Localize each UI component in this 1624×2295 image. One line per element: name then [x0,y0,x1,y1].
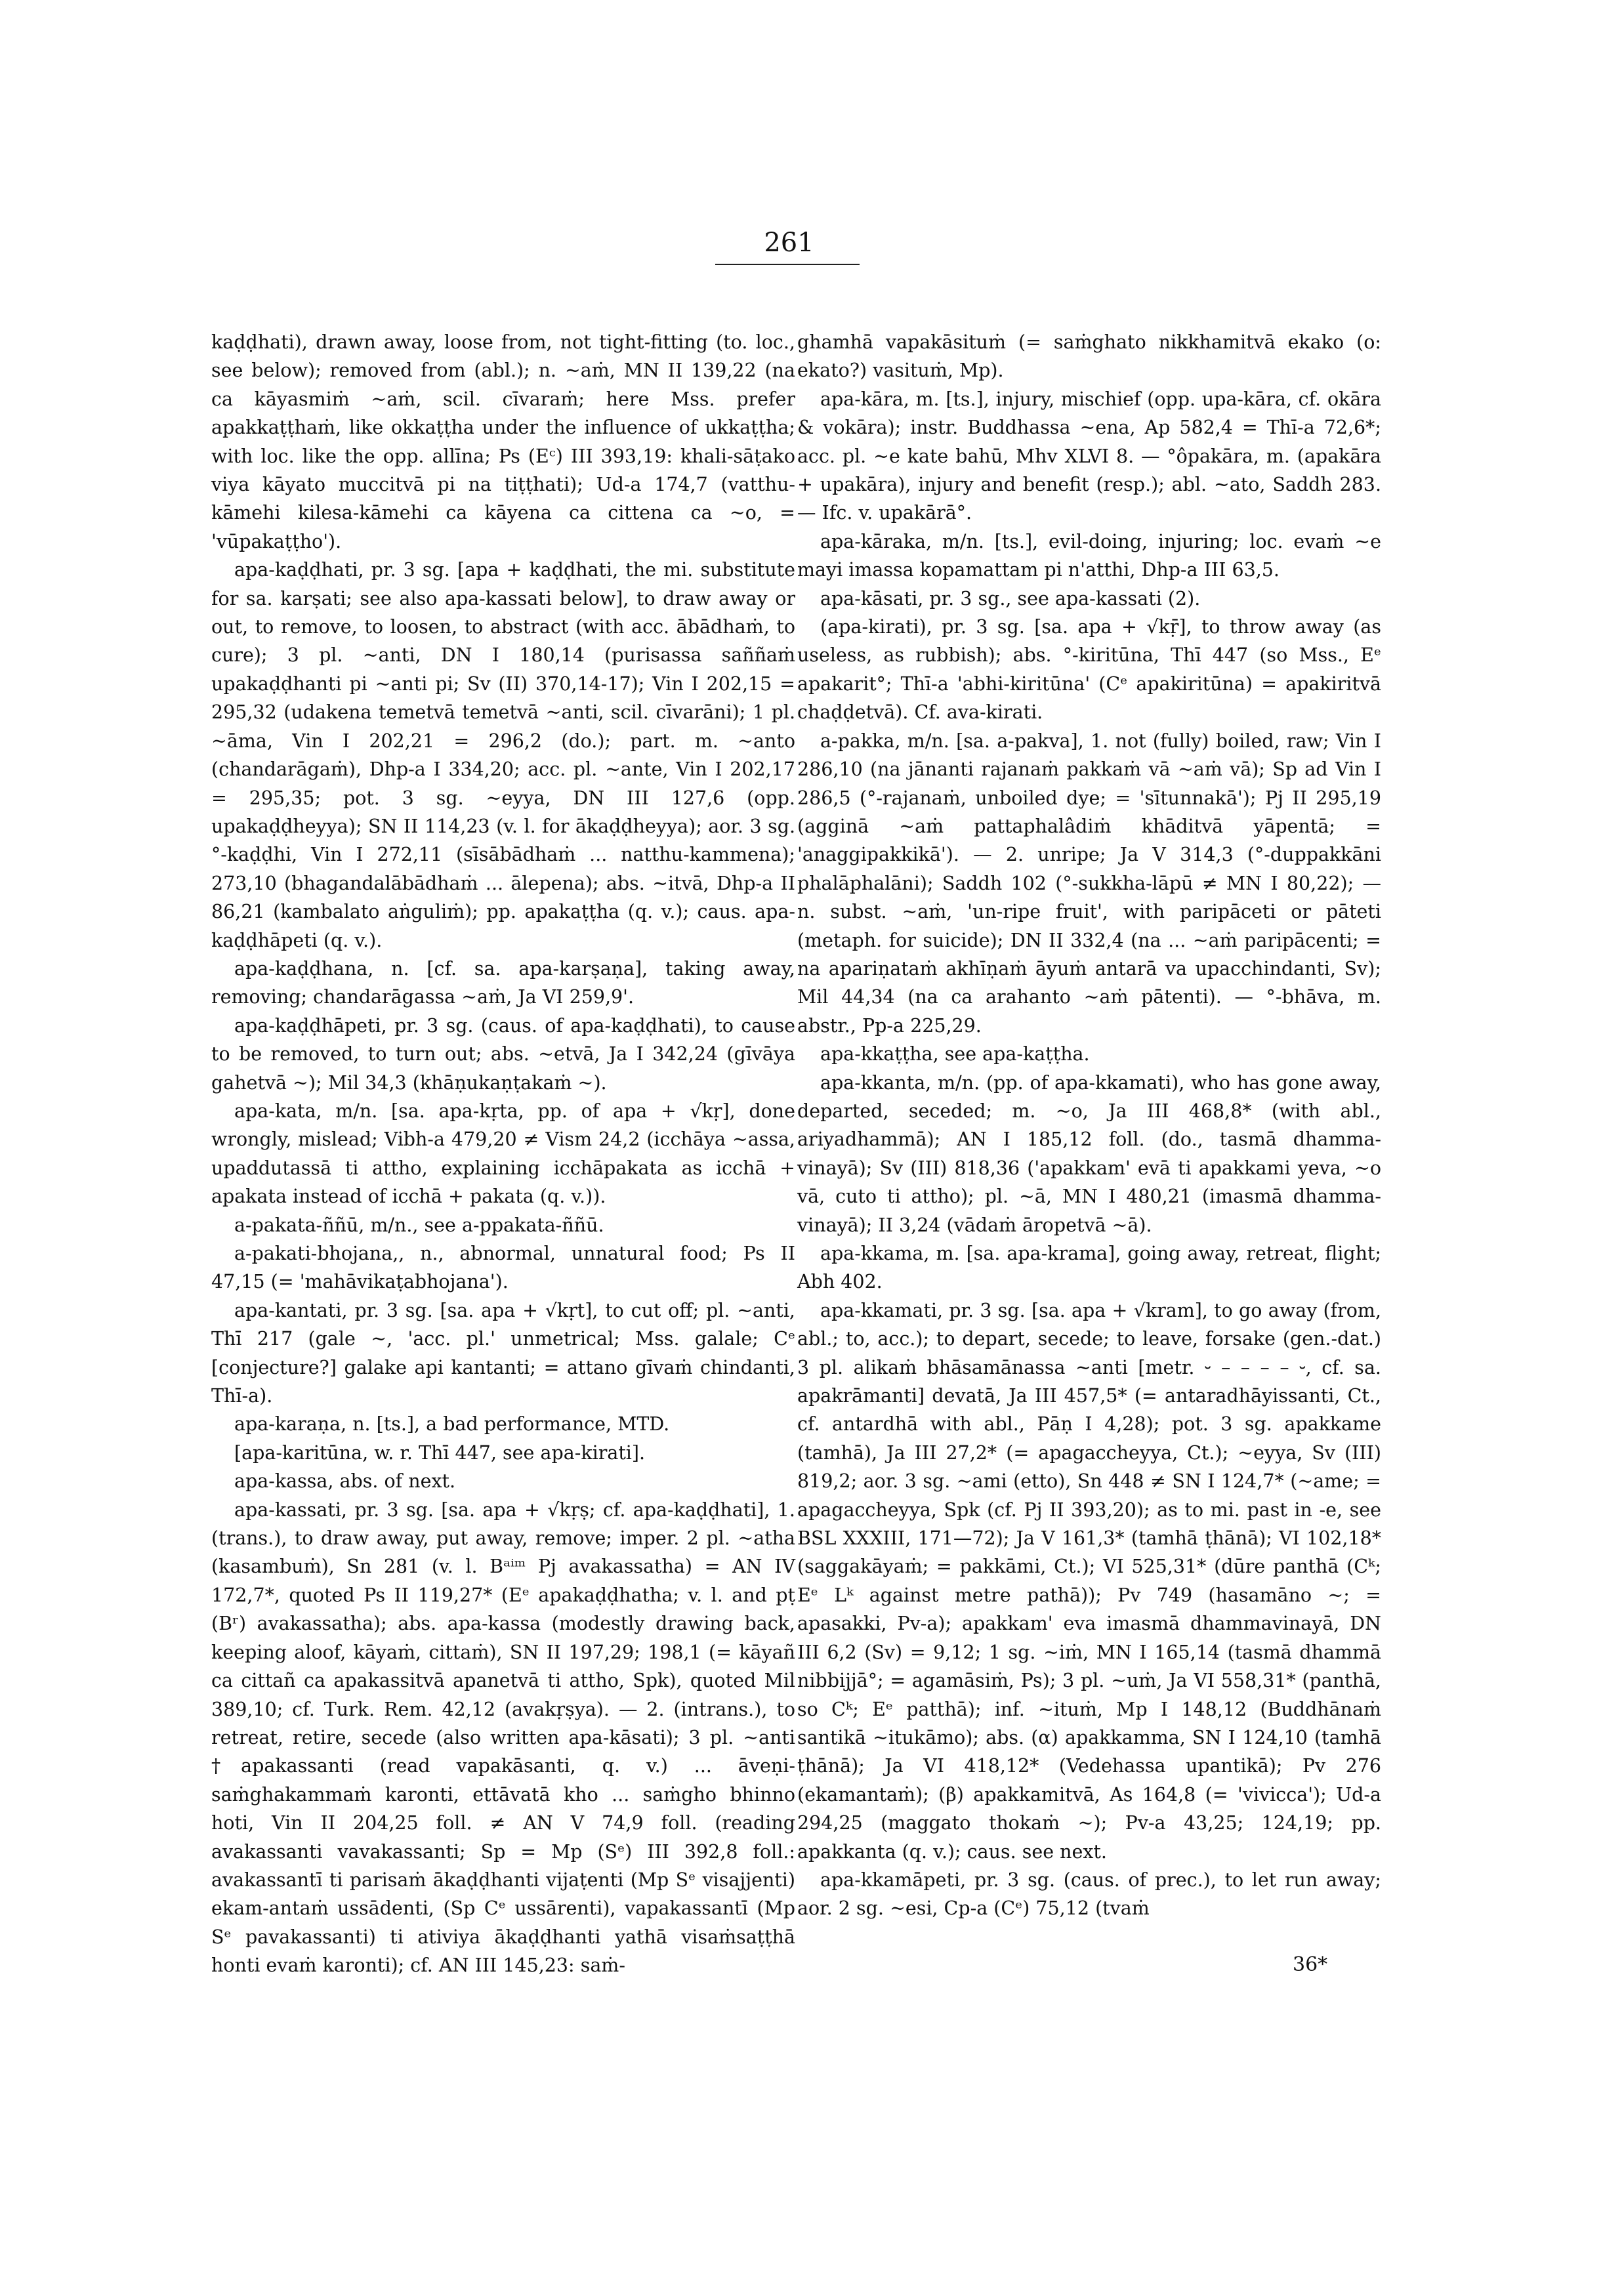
dictionary-entry: apa-kassati, pr. 3 sg. [sa. apa + √kṛṣ; cf. apa-kaḍḍhati], 1. (trans.), to draw away, put away, remove; imper. 2 pl. ~atha (kasambuṁ), Sn 281 (v. l. Bᵃⁱᵐ Pj avakassatha) = AN IV 172,7*, quoted Ps II 119,27* (Eᵉ apakaḍḍhatha; v. l. and pṭ (Bʳ) avakassatha); abs. apa-kassa (modestly drawing back, keeping aloof, kāyaṁ, cittaṁ), SN II 197,29; 198,1 (= kāyañ ca cittañ ca apakassitvā apanetvā ti attho, Spk), quoted Mil 389,10; cf. Turk. Rem. 42,12 (avakṛṣya). — 2. (intrans.), to retreat, retire, secede (also written apa-kāsati); 3 pl. ~anti †apakassanti (read vapakāsanti, q. v.) ... āveṇi-saṁghakammaṁ karonti, ettāvatā kho ... saṁgho bhinno hoti, Vin II 204,25 foll. ≠ AN V 74,9 foll. (reading avakassanti vavakassanti; Sp = Mp (Sᵉ) III 392,8 foll.: avakassantī ti parisaṁ ākaḍḍhanti vijaṭenti (Mp Sᵉ visajjenti) ekam-antaṁ ussādenti, (Sp Cᵉ ussārenti), vapakassantī (Mp Sᵉ pavakassanti) ti ativiya ākaḍḍhanti yathā visaṁsaṭṭhā honti evaṁ karonti); cf. AN III 145,23: saṁ- [211,1499,795,1977]
dictionary-entry: a-pakka, m/n. [sa. a-pakva], 1. not (fully) boiled, raw; Vin I 286,10 (na jānanti rajanaṁ pakkaṁ vā ~aṁ vā); Sp ad Vin I 286,5 (°-rajanaṁ, unboiled dye; = 'sītunnakā'); Pj II 295,19 (agginā ~aṁ pattaphalâdiṁ khāditvā yāpentā; = 'anaggipakkikā'). — 2. unripe; Ja V 314,3 (°-duppakkāni phalāphalāni); Saddh 102 (°-sukkha-lāpū ≠ MN I 80,22); — n. subst. ~aṁ, 'un-ripe fruit', with paripāceti or pāteti (metaph. for suicide); DN II 332,4 (na ... ~aṁ paripācenti; = na apariṇataṁ akhīṇaṁ āyuṁ antarā va upacchindanti, Sv); Mil 44,34 (na ca arahanto ~aṁ pātenti). — °-bhāva, m. abstr., Pp-a 225,29. [797,730,1381,1037]
dictionary-entry: apa-karaṇa, n. [ts.], a bad performance, MTD. [234,1413,670,1436]
page-number: 261 [764,228,814,258]
dictionary-entry: apa-kaḍḍhati, pr. 3 sg. [apa + kaḍḍhati, the mi. substitute for sa. karṣati; see also apa-kassati below], to draw away or out, to remove, to loosen, to abstract (with acc. ābādhaṁ, to cure); 3 pl. ~anti, DN I 180,14 (purisassa saññaṁ upakaḍḍhanti pi ~anti pi; Sv (II) 370,14-17); Vin I 202,15 = 295,32 (udakena temetvā temetvā ~anti, scil. cīvarāni); 1 pl. ~āma, Vin I 202,21 = 296,2 (do.); part. m. ~anto (chandarāgaṁ), Dhp-a I 334,20; acc. pl. ~ante, Vin I 202,17 = 295,35; pot. 3 sg. ~eyya, DN III 127,6 (opp. upakaḍḍheyya); SN II 114,23 (v. l. for ākaḍḍheyya); aor. 3 sg. °-kaḍḍhi, Vin I 272,11 (sīsābādhaṁ ... natthu-kammena); 273,10 (bhagandalābādhaṁ ... ālepena); abs. ~itvā, Dhp-a II 86,21 (kambalato aṅguliṁ); pp. apakaṭṭha (q. v.); caus. apa-kaḍḍhāpeti (q. v.). [211,559,795,951]
dictionary-entry: apa-kāraka, m/n. [ts.], evil-doing, injuring; loc. evaṁ ~e mayi imassa kopamattam pi n'atthi, Dhp-a III 63,5. [797,530,1381,581]
dictionary-entry: apa-kkaṭṭha, see apa-kaṭṭha. [820,1043,1090,1065]
dictionary-entry: [apa-karitūna, w. r. Thī 447, see apa-kirati]. [234,1441,646,1464]
dictionary-entry: apa-kkamati, pr. 3 sg. [sa. apa + √kram], to go away (from, abl.; to, acc.); to depart, secede; to leave, forsake (gen.-dat.) 3 pl. alikaṁ bhāsamānassa ~anti [metr. ⏑ – – – – ⏑, cf. sa. apakrāmanti] devatā, Ja III 457,5* (= antaradhāyissanti, Ct., cf. antardhā with abl., Pāṇ I 4,28); pot. 3 sg. apakkame (tamhā), Ja III 27,2* (= apagaccheyya, Ct.); ~eyya, Sv (III) 819,2; aor. 3 sg. ~ami (etto), Sn 448 ≠ SN I 124,7* (~ame; = apagaccheyya, Spk (cf. Pj II 393,20); as to mi. past in -e, see BSL XXXIII, 171—72); Ja V 161,3* (tamhā ṭhānā); VI 102,18* (saggakāyaṁ; = pakkāmi, Ct.); VI 525,31* (dūre panthā (Cᵏ; Eᵉ Lᵏ against metre pathā)); Pv 749 (hasamāno ~; = apasakki, Pv-a); apakkam' eva imasmā dhammavinayā, DN III 6,2 (Sv) = 9,12; 1 sg. ~iṁ, MN I 165,14 (tasmā dhammā nibbijjā°; = agamāsiṁ, Ps); 3 pl. ~uṁ, Ja VI 558,31* (panthā, so Cᵏ; Eᵉ patthā); inf. ~ituṁ, Mp I 148,12 (Buddhānaṁ santikā ~itukāmo); abs. (α) apakkamma, SN I 124,10 (tamhā ṭhānā); Ja VI 418,12* (Vedehassa upantikā); Pv 276 (ekamantaṁ); (β) apakkamitvā, As 164,8 (= 'vivicca'); Ud-a 294,25 (maggato thokaṁ ~); Pv-a 43,25; 124,19; pp. apakkanta (q. v.); caus. see next. [797,1299,1381,1863]
dictionary-entry: apa-kantati, pr. 3 sg. [sa. apa + √kṛt], to cut off; pl. ~anti, Thī 217 (gale ~, 'acc. pl.' unmetrical; Mss. galale; Cᵉ [conjecture?] galake api kantanti; = attano gīvaṁ chindanti, Thī-a). [211,1299,795,1407]
dictionary-entry: apa-kata, m/n. [sa. apa-kṛta, pp. of apa + √kṛ], done wrongly, mislead; Vibh-a 479,20 ≠ Vism 24,2 (icchāya ~assa, upaddutassā ti attho, explaining icchāpakata as icchā + apakata instead of icchā + pakata (q. v.)). [211,1100,795,1208]
signature-mark: 36* [1293,1953,1328,1976]
dictionary-entry: apa-kāra, m. [ts.], injury, mischief (opp. upa-kāra, cf. okāra & vokāra); instr. Buddhassa ~ena, Ap 582,4 = Thī-a 72,6*; acc. pl. ~e kate bahū, Mhv XLVI 8. — °ôpakāra, m. (apakāra + upakāra), injury and benefit (resp.); abl. ~ato, Saddh 283. — Ifc. v. upakārā°. [797,388,1381,524]
dictionary-entry: apa-kkanta, m/n. (pp. of apa-kkamati), who has gone away, departed, seceded; m. ~o, Ja III 468,8* (with abl., ariyadhammā); AN I 185,12 foll. (do., tasmā dhamma-vinayā); Sv (III) 818,36 ('apakkam' evā ti apakkami yeva, ~o vā, cuto ti attho); pl. ~ā, MN I 480,21 (imasmā dhamma-vinayā); II 3,24 (vādaṁ āropetvā ~ā). [797,1071,1381,1236]
dictionary-entry: kaḍḍhati), drawn away, loose from, not tight-fitting (to. loc., see below); removed from (abl.); n. ~aṁ, MN II 139,22 (na ca kāyasmiṁ ~aṁ, scil. cīvaraṁ; here Mss. prefer apakkaṭṭhaṁ, like okkaṭṭha under the influence of ukkaṭṭha; with loc. like the opp. allīna; Ps (Eᶜ) III 393,19: khali-sāṭako viya kāyato muccitvā pi na tiṭṭhati); Ud-a 174,7 (vatthu-kāmehi kilesa-kāmehi ca kāyena ca cittena ca ~o, = 'vūpakaṭṭho'). [211,331,795,552]
dictionary-entry: (apa-kirati), pr. 3 sg. [sa. apa + √kṝ], to throw away (as useless, as rubbish); abs. °-kiritūna, Thī 447 (so Mss., Eᵉ apakarit°; Thī-a 'abhi-kiritūna' (Cᵉ apakiritūna) = apakiritvā chaḍḍetvā). Cf. ava-kirati. [797,616,1381,724]
dictionary-entry: ghamhā vapakāsituṁ (= saṁghato nikkhamitvā ekako (o: ekato?) vasituṁ, Mp). [797,331,1381,382]
dictionary-entry: a-pakata-ññū, m/n., see a-ppakata-ññū. [234,1214,604,1236]
dictionary-entry: apa-kaḍḍhāpeti, pr. 3 sg. (caus. of apa-kaḍḍhati), to cause to be removed, to turn out; abs. ~etvā, Ja I 342,24 (gīvāya gahetvā ~); Mil 34,3 (khāṇukaṇṭakaṁ ~). [211,1014,795,1094]
dictionary-entry: apa-kāsati, pr. 3 sg., see apa-kassati (2). [820,587,1201,610]
dictionary-entry: a-pakati-bhojana,, n., abnormal, unnatural food; Ps II 47,15 (= 'mahāvikaṭabhojana'). [211,1243,795,1293]
dictionary-entry: apa-kassa, abs. of next. [234,1470,456,1493]
header-rule [715,264,860,265]
dictionary-entry: apa-kaḍḍhana, n. [cf. sa. apa-karṣaṇa], taking away, removing; chandarāgassa ~aṁ, Ja VI 259,9'. [211,957,795,1008]
left-column [211,328,795,1980]
dictionary-entry: apa-kkamāpeti, pr. 3 sg. (caus. of prec.), to let run away; aor. 2 sg. ~esi, Cp-a (Cᵉ) 75,12 (tvaṁ [797,1869,1381,1920]
dictionary-entry: apa-kkama, m. [sa. apa-krama], going away, retreat, flight; Abh 402. [797,1243,1381,1293]
right-column [797,328,1381,1923]
